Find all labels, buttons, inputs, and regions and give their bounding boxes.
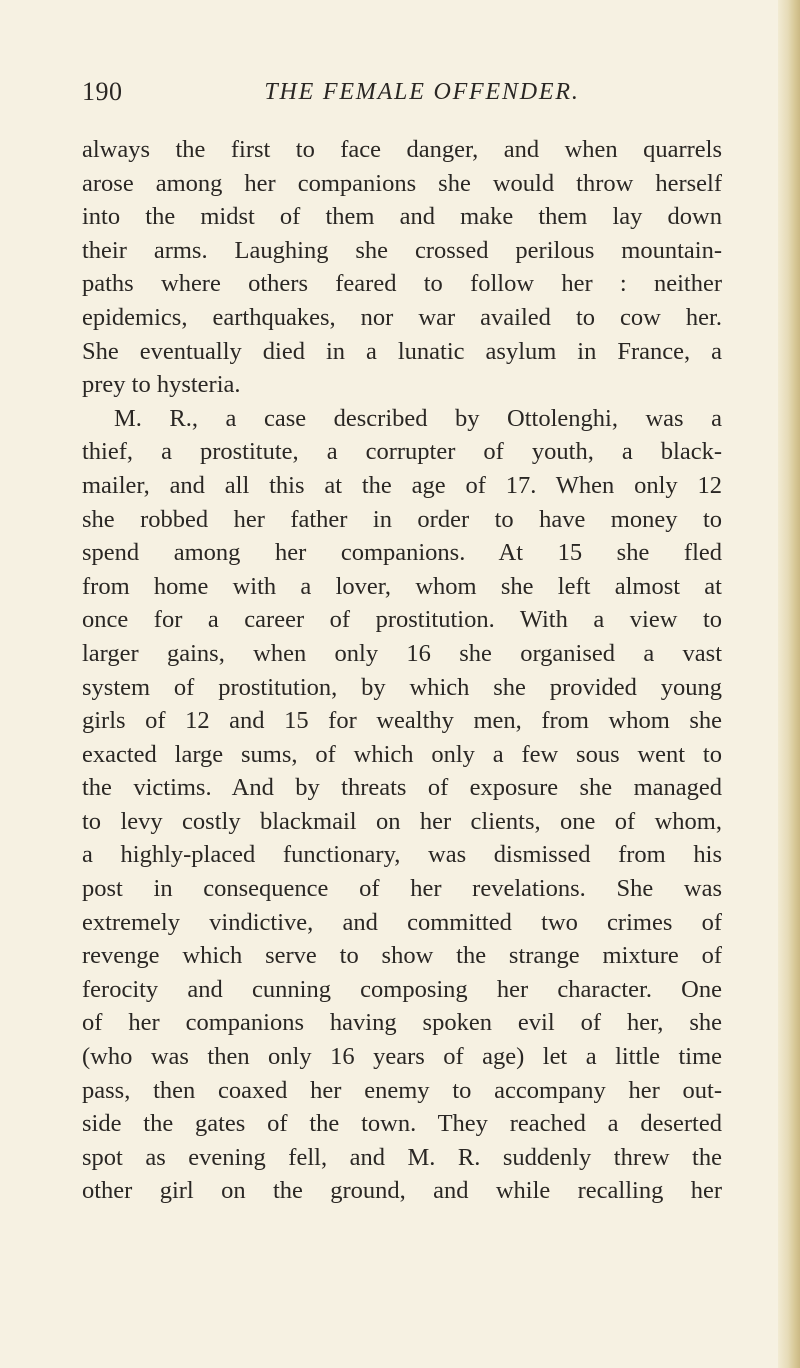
text-line-16: larger gains, when only 16 she organised a vast bbox=[82, 639, 722, 667]
text-line-23: post in consequence of her revelations. She was bbox=[82, 875, 722, 903]
text-line-2: arose among her companions she would throw herself bbox=[82, 169, 722, 197]
text-line-19: exacted large sums, of which only a few sous went to bbox=[82, 740, 722, 768]
text-line-9: M. R., a case described by Ottolenghi, was a bbox=[114, 404, 722, 432]
text-line-1: always the first to face danger, and when quarrels bbox=[82, 136, 722, 163]
text-line-21: to levy costly blackmail on her clients, one of whom, bbox=[82, 807, 722, 835]
page-header bbox=[82, 74, 722, 110]
text-line-8: prey to hysteria. bbox=[82, 371, 241, 399]
text-line-13: spend among her companions. At 15 she fled bbox=[82, 539, 722, 567]
text-line-30: side the gates of the town. They reached a deserted bbox=[82, 1110, 722, 1138]
text-line-27: of her companions having spoken evil of her, she bbox=[82, 1009, 722, 1037]
text-line-26: ferocity and cunning composing her character. One bbox=[82, 975, 722, 1003]
body-text bbox=[82, 133, 722, 1208]
text-line-22: a highly-placed functionary, was dismissed from his bbox=[82, 841, 722, 869]
text-line-25: revenge which serve to show the strange mixture of bbox=[82, 942, 722, 970]
text-line-29: pass, then coaxed her enemy to accompany her out- bbox=[82, 1076, 722, 1104]
text-line-11: mailer, and all this at the age of 17. When only 12 bbox=[82, 471, 722, 499]
text-line-12: she robbed her father in order to have money to bbox=[82, 505, 722, 533]
text-line-10: thief, a prostitute, a corrupter of youth, a black- bbox=[82, 438, 722, 466]
text-line-15: once for a career of prostitution. With a view to bbox=[82, 606, 722, 634]
text-line-18: girls of 12 and 15 for wealthy men, from whom she bbox=[82, 707, 722, 735]
running-title: THE FEMALE OFFENDER. bbox=[264, 79, 580, 105]
text-line-14: from home with a lover, whom she left almost at bbox=[82, 572, 722, 600]
text-line-20: the victims. And by threats of exposure she managed bbox=[82, 774, 722, 802]
text-line-3: into the midst of them and make them lay down bbox=[82, 203, 722, 231]
text-line-32: other girl on the ground, and while recalling her bbox=[82, 1177, 722, 1205]
text-line-7: She eventually died in a lunatic asylum in France, a bbox=[82, 337, 722, 365]
page-number: 190 bbox=[82, 77, 123, 106]
text-line-6: epidemics, earthquakes, nor war availed to cow her. bbox=[82, 303, 722, 331]
text-line-5: paths where others feared to follow her : neither bbox=[82, 270, 722, 298]
text-line-28: (who was then only 16 years of age) let a little time bbox=[82, 1043, 722, 1071]
text-line-31: spot as evening fell, and M. R. suddenly threw the bbox=[82, 1143, 722, 1171]
text-line-4: their arms. Laughing she crossed perilous mountain- bbox=[82, 236, 722, 264]
text-line-17: system of prostitution, by which she provided young bbox=[82, 673, 722, 701]
text-line-24: extremely vindictive, and committed two crimes of bbox=[82, 908, 722, 936]
page-edge-shadow bbox=[778, 0, 800, 1368]
